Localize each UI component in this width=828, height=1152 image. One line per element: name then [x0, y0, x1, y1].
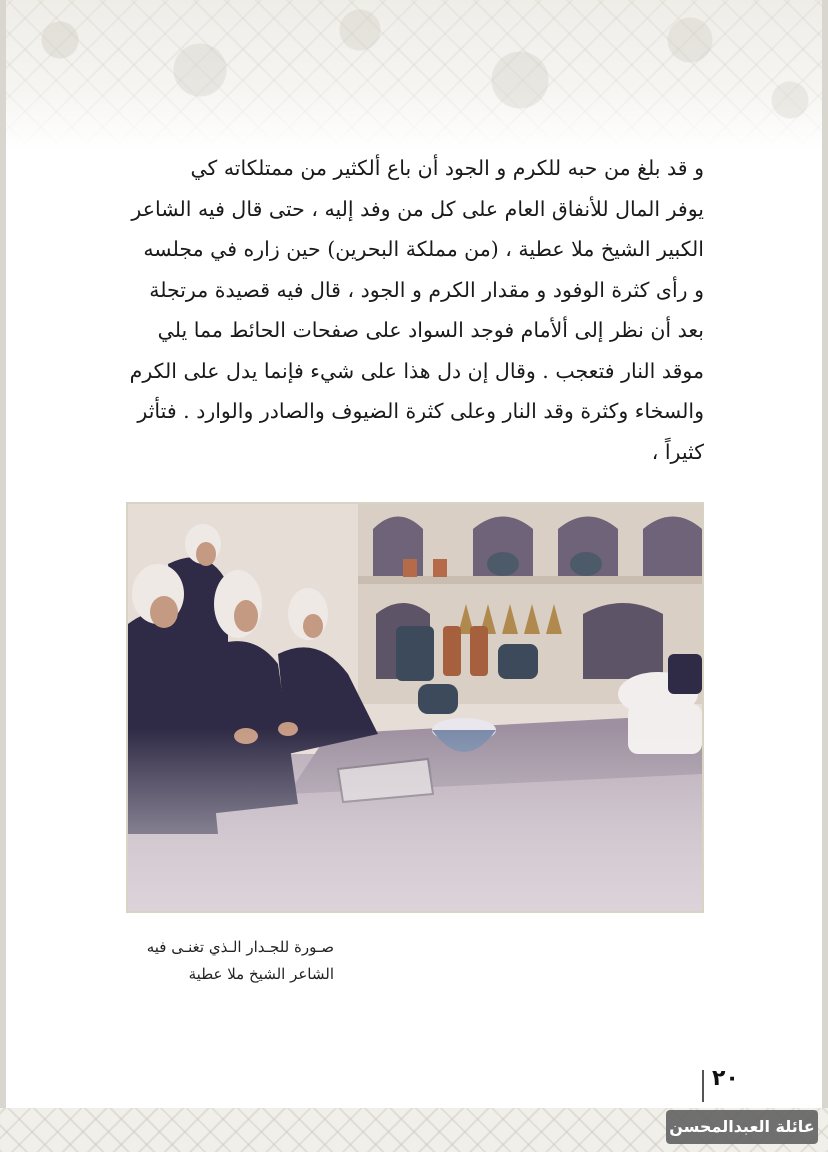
page-border-left — [0, 0, 6, 1152]
majlis-photo — [126, 502, 704, 913]
caption-line: الشاعر الشيخ ملا عطية — [188, 965, 334, 983]
page-number-divider — [702, 1070, 704, 1102]
caption-line: صـورة للجـدار الـذي تغنـى فيه — [146, 938, 334, 956]
page-border-right — [822, 0, 828, 1152]
body-line: الكبير الشيخ ملا عطية ، (من مملكة البحرين) حين زاره في مجلسه — [143, 237, 704, 261]
body-line: بعد أن نظر إلى ألأمام فوجد السواد على صفحات الحائط مما يلي — [157, 318, 704, 342]
page-number: ٢٠ — [712, 1066, 739, 1091]
body-line: كثيراً ، — [651, 439, 704, 464]
ornament-header-decoration — [0, 0, 828, 150]
body-line: يوفر المال للأنفاق العام على كل من وفد إليه ، حتى قال فيه الشاعر — [131, 196, 704, 221]
body-paragraph — [126, 148, 704, 472]
majlis-photo-illustration — [128, 504, 702, 911]
body-line: و رأى كثرة الوفود و مقدار الكرم و الجود ، قال فيه قصيدة مرتجلة — [149, 277, 704, 302]
photo-caption — [126, 934, 334, 988]
body-line: موقد النار فتعجب . وقال إن دل هذا على شيء فإنما يدل على الكرم — [129, 358, 704, 383]
body-line: والسخاء وكثرة وقد النار وعلى كثرة الضيوف والصادر والوارد . فتأثر — [137, 399, 704, 423]
watermark-badge: عائلة العبدالمحسن — [666, 1110, 818, 1144]
body-line: و قد بلغ من حبه للكرم و الجود أن باع ألكثير من ممتلكاته كي — [190, 156, 704, 180]
